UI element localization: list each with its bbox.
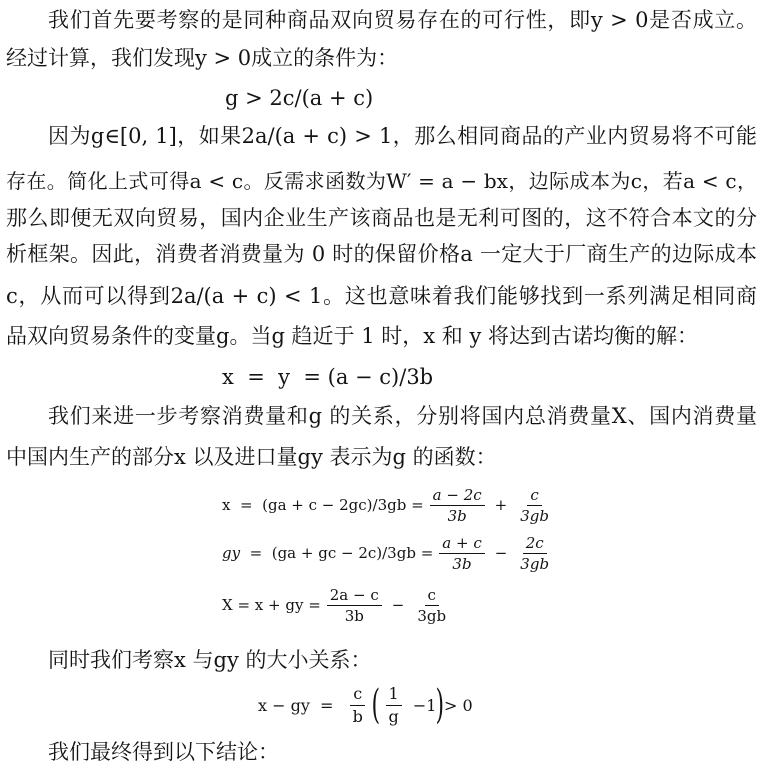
paragraph-line: 存在。简化上式可得a < c。反需求函数为W′ = a − bx，边际成本为c，若a < c， <box>6 169 757 193</box>
formula-X-of-g <box>222 584 455 626</box>
fraction-numerator: c <box>527 486 541 506</box>
fraction <box>430 486 485 525</box>
fraction <box>414 586 449 625</box>
formula-lhs: gy = <box>222 544 272 562</box>
formula-operator: + <box>494 496 508 514</box>
fraction-denominator: 3gb <box>417 606 447 625</box>
formula-operator: − <box>494 544 508 562</box>
formula-compare <box>258 678 473 732</box>
paragraph-line: 经过计算，我们发现y > 0成立的条件为： <box>6 46 399 70</box>
fraction-denominator: 3b <box>344 606 364 625</box>
paragraph-line: 品双向贸易条件的变量g。当g 趋近于 1 时，x 和 y 将达到古诺均衡的解： <box>6 324 699 348</box>
fraction <box>517 486 552 525</box>
fraction <box>439 534 484 573</box>
paragraph-line: c，从而可以得到2a/(a + c) < 1。这也意味着我们能够找到一系列满足相同商 <box>6 284 757 308</box>
open-paren: ( <box>371 682 380 728</box>
paragraph-line: 析框架。因此，消费者消费量为 0 时的保留价格a 一定大于厂商生产的边际成本 <box>6 242 757 266</box>
formula-expr: (ga + c − 2gc)/3gb = <box>262 496 424 514</box>
formula-operator: − <box>391 596 405 614</box>
paragraph-line: 中国内生产的部分x 以及进口量gy 表示为g 的函数： <box>6 445 497 469</box>
fraction-numerator: 2c <box>523 534 547 554</box>
formula-x-of-g <box>222 484 558 526</box>
close-paren: ) <box>435 682 445 728</box>
formula-relation: > 0 <box>444 695 473 715</box>
paragraph-line: 因为g∈[0, 1]，如果2a/(a + c) > 1，那么相同商品的产业内贸易将不可能 <box>48 124 757 148</box>
formula-gy-of-g <box>222 532 558 574</box>
fraction <box>327 586 382 625</box>
fraction-numerator: a − 2c <box>430 486 485 506</box>
fraction-denominator: 3gb <box>520 554 550 573</box>
formula-lhs: x = <box>222 496 263 514</box>
paragraph-line: 我们首先要考察的是同种商品双向贸易存在的可行性，即y > 0是否成立。 <box>48 8 757 32</box>
fraction <box>350 684 366 725</box>
fraction-denominator: g <box>388 706 399 726</box>
paragraph-line: 那么即便无双向贸易，国内企业生产该商品也是无利可图的，这不符合本文的分 <box>6 206 757 230</box>
formula-lhs: X = x + gy = <box>222 596 321 614</box>
fraction-numerator: 1 <box>386 684 402 705</box>
formula-expr: (ga + gc − 2c)/3gb = <box>271 544 434 562</box>
fraction-numerator: a + c <box>439 534 484 554</box>
fraction <box>386 684 402 725</box>
fraction-denominator: 3gb <box>520 506 549 525</box>
fraction-numerator: 2a − c <box>327 586 382 606</box>
paragraph-line: 我们最终得到以下结论： <box>48 740 279 764</box>
fraction-denominator: 3b <box>452 554 472 573</box>
fraction-denominator: 3b <box>447 506 467 525</box>
paragraph-line: 同时我们考察x 与gy 的大小关系： <box>48 648 372 672</box>
formula-cournot: x = y = (a − c)/3b <box>222 365 434 389</box>
formula-rest: −1 <box>407 695 437 715</box>
fraction <box>517 534 552 573</box>
fraction-numerator: c <box>425 586 439 606</box>
formula-condition: g > 2c/(a + c) <box>225 86 374 110</box>
fraction-denominator: b <box>352 706 363 726</box>
fraction-numerator: c <box>350 684 365 705</box>
paragraph-line: 我们来进一步考察消费量和g 的关系，分别将国内总消费量X、国内消费量 <box>48 404 757 428</box>
formula-lhs: x − gy = <box>258 695 344 715</box>
